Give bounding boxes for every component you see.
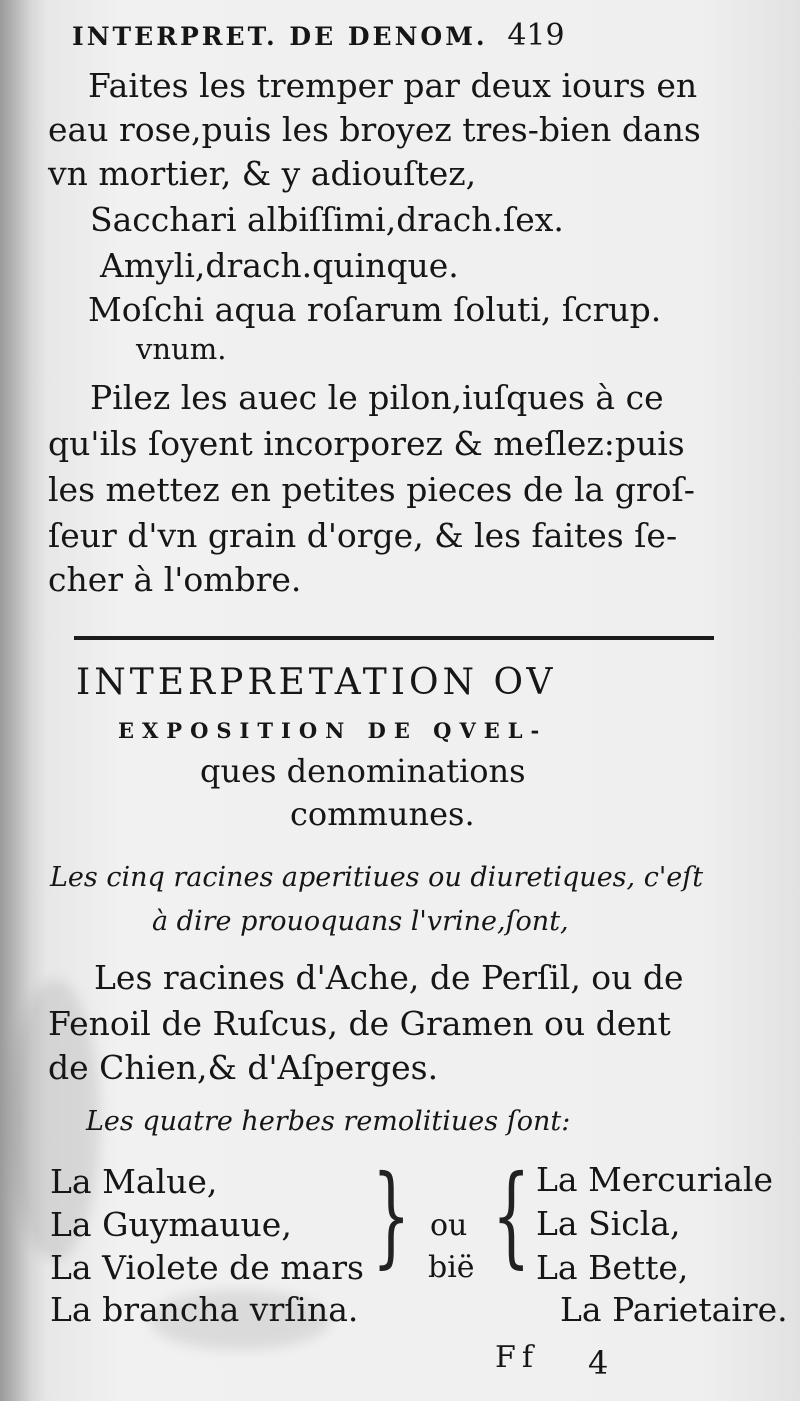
herb-left: La Violete de mars — [50, 1248, 364, 1287]
herb-right: La Sicla, — [536, 1204, 681, 1243]
roots-text-line: Les racines d'Ache, de Perſil, ou de — [94, 958, 684, 997]
instruction-line: ſeur d'vn grain d'orge, & les faites ſe- — [48, 516, 678, 555]
section-title: INTERPRETATION OV — [76, 662, 557, 703]
right-brace: { — [492, 1151, 531, 1279]
ingredient-line: vnum. — [136, 332, 227, 366]
roots-text-line: de Chien,& d'Aſperges. — [48, 1048, 439, 1087]
section-subtitle: ques denominations — [200, 752, 526, 790]
instruction-line: Pilez les auec le pilon,iuſques à ce — [90, 378, 664, 417]
running-header — [72, 18, 565, 53]
herb-right: La Bette, — [536, 1248, 689, 1287]
text-line: vn mortier, & y adiouſtez, — [48, 154, 477, 193]
connector-ou: ou — [430, 1208, 468, 1243]
ingredient-line: Moſchi aqua roſarum ſoluti, ſcrup. — [88, 290, 662, 329]
signature-number: 4 — [588, 1344, 609, 1382]
herb-left: La brancha vrſina. — [50, 1290, 359, 1329]
instruction-line: les mettez en petites pieces de la groſ- — [48, 470, 695, 509]
section-divider — [74, 636, 714, 640]
section-subtitle: EXPOSITION DE QVEL- — [118, 718, 548, 743]
herb-left: La Malue, — [50, 1162, 218, 1201]
ingredient-line: Sacchari albiſſimi,drach.ſex. — [90, 200, 564, 239]
herb-left: La Guymauue, — [50, 1205, 292, 1244]
instruction-line: cher à l'ombre. — [48, 560, 302, 599]
roots-heading: Les cinq racines aperitiues ou diuretiques, c'eſt — [50, 862, 704, 893]
herbs-heading: Les quatre herbes remolitiues ſont: — [86, 1106, 571, 1137]
signature-mark: Ff — [495, 1340, 539, 1375]
connector-bie: bië — [428, 1250, 475, 1285]
text-line: Faites les tremper par deux iours en — [88, 66, 698, 105]
section-subtitle: communes. — [290, 795, 475, 833]
instruction-line: qu'ils ſoyent incorporez & meſlez:puis — [48, 424, 685, 463]
herb-right: La Parietaire. — [560, 1290, 788, 1329]
herb-right: La Mercuriale — [536, 1160, 773, 1199]
page-number: 419 — [507, 18, 565, 53]
roots-heading: à dire prouoquans l'vrine,ſont, — [152, 906, 569, 937]
running-title: INTERPRET. DE DENOM. — [72, 22, 488, 51]
text-line: eau rose,puis les broyez tres-bien dans — [48, 110, 701, 149]
roots-text-line: Fenoil de Ruſcus, de Gramen ou dent — [48, 1004, 671, 1043]
ingredient-line: Amyli,drach.quinque. — [100, 246, 459, 285]
left-brace: } — [372, 1151, 411, 1279]
